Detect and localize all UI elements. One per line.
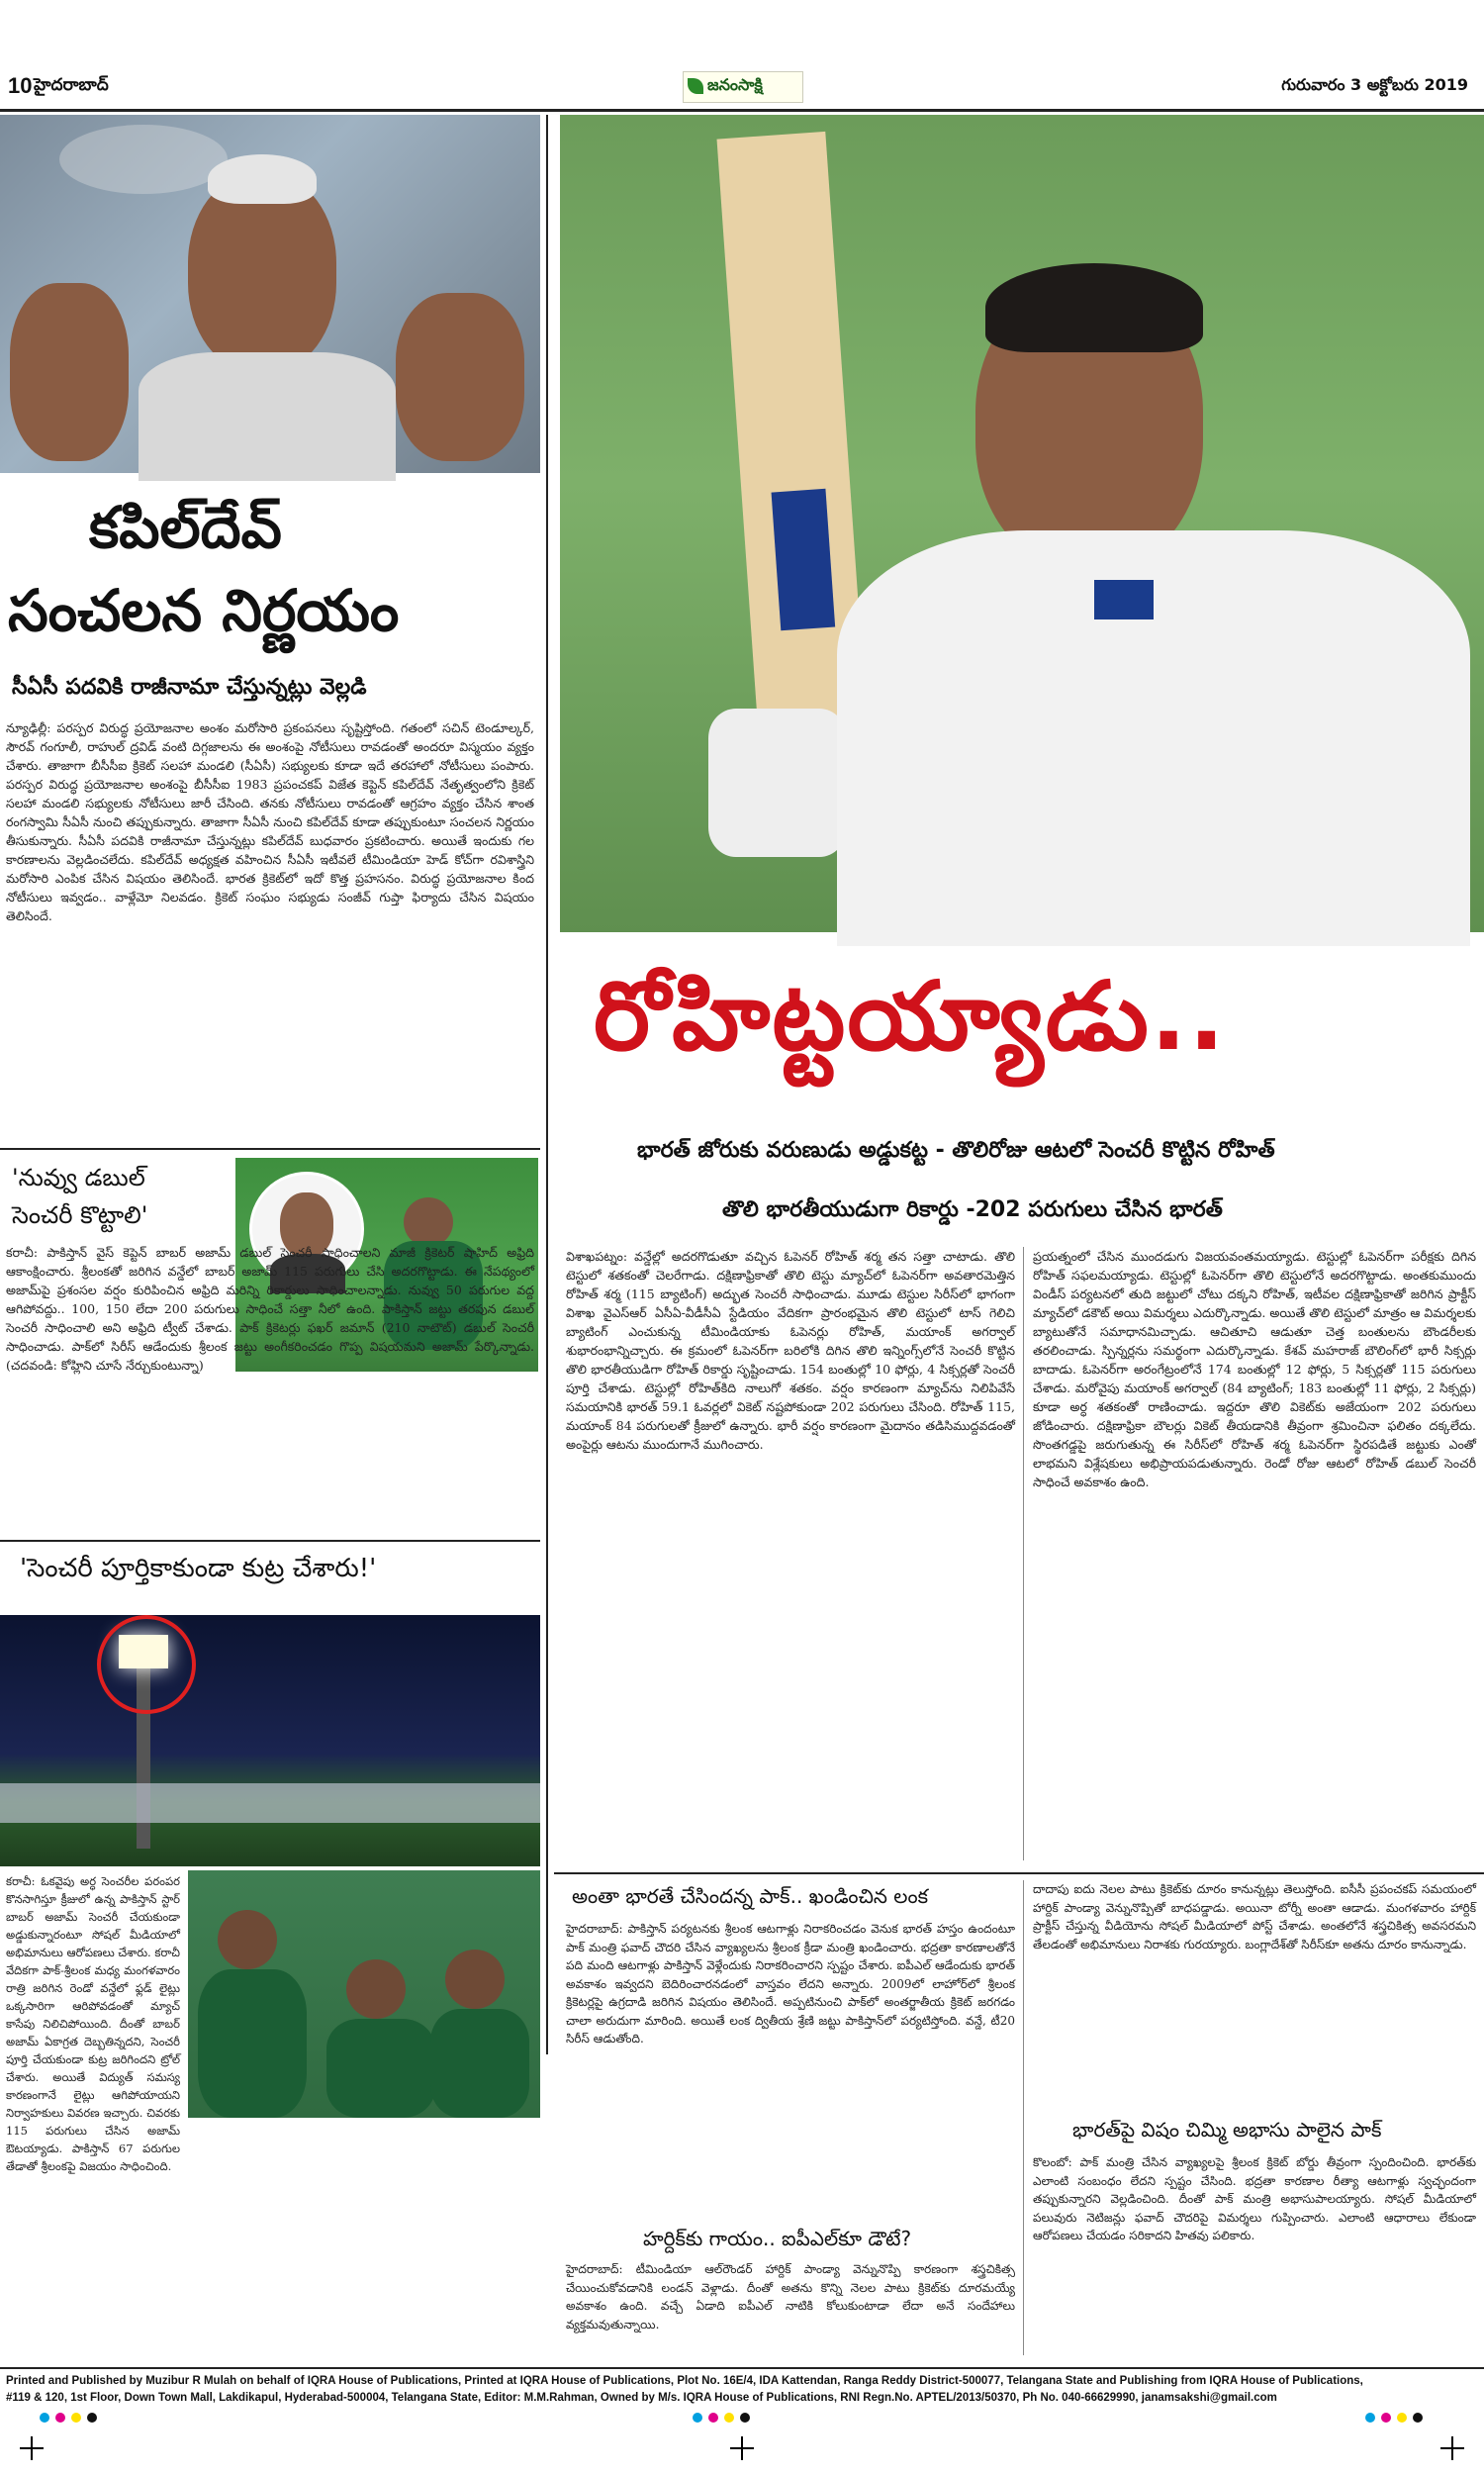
masthead-logo <box>683 71 803 103</box>
afridi-headline-2: సెంచరీ కొట్టాలి' <box>12 1201 148 1229</box>
section-divider <box>0 1540 540 1542</box>
hardik-continued-body: దాదాపు ఐదు నెలల పాటు క్రికెట్‌కు దూరం కానున్నట్లు తెలుస్తోంది. ఐసీసీ ప్రపంచకప్ సమయంలో హార్దిక్ పాండ్యా వెన్నునొప్పితో బాధపడ్డాడు. అయినా టోర్నీ అంతా ఆడాడు. మంగళవారం హార్దిక్ ప్రాక్టీస్ చేస్తున్న వీడియోను సోషల్ మీడియాలో పోస్ట్ చేశాడు. అంతలోనే శస్త్రచికిత్స అవసరమని తేలడంతో అభిమానులు నిరాశకు గురయ్యారు. బంగ్లాదేశ్‌తో సిరీస్‌కూ అతను దూరం కానున్నాడు. <box>1033 1882 1476 1951</box>
lanka-headline: అంతా భారతే చేసిందన్న పాక్.. ఖండించిన లంక <box>572 1884 929 1908</box>
main-subhead-2: తొలి భారతీయుడుగా రికార్డు -202 పరుగులు చేసిన భారత్ <box>722 1197 1223 1222</box>
registration-crosshair-icon <box>1440 2436 1464 2460</box>
imprint-line-2: #119 & 120, 1st Floor, Down Town Mall, Lakdikapul, Hyderabad-500004, Telangana State, Editor: M.M.Rahman, Owned by M/s. IQRA House of Publications, RNI Regn.No. APTEL/2013/50370, Ph No. 040-66629990, janamsakshi@gmail.com <box>6 2392 1277 2404</box>
footer-rule <box>0 2367 1484 2369</box>
issue-date: గురువారం 3 అక్టోబరు 2019 <box>1281 75 1468 94</box>
registration-crosshair-icon <box>730 2436 754 2460</box>
century-article-body: కరాచీ: ఓకవైపు అర్ధ సెంచరీల పరంపర కొనసాగిస్తూ క్రీజులో ఉన్న పాకిస్తాన్ స్టార్ బాబర్ అజామ్ సెంచరీ చేయకుండా అడ్డుకున్నారంటూ సోషల్ మీడియాలో అభిమానులు ఆరోపణలు చేశారు. కరాచీ వేదికగా పాక్-శ్రీలంక మధ్య మంగళవారం రాత్రి జరిగిన రెండో వన్డేలో ఫ్లడ్ లైట్లు ఒక్కసారిగా ఆరిపోవడంతో మ్యాచ్ కాసేపు నిలిచిపోయింది. దీంతో బాబర్ అజామ్ ఏకాగ్రత దెబ్బతిన్నదని, సెంచరీ పూర్తి చేయకుండా కుట్ర జరిగిందని ట్రోల్ చేశారు. అయితే విద్యుత్ సమస్య కారణంగానే లైట్లు ఆగిపోయాయని నిర్వాహకులు వివరణ ఇచ్చారు. చివరకు 115 పరుగులు చేసిన అజామ్ ఔటయ్యాడు. పాకిస్తాన్ 67 పరుగుల తేడాతో శ్రీలంకపై విజయం సాధించింది. <box>6 1874 180 2173</box>
kapil-article-body: న్యూఢిల్లీ: పరస్పర విరుద్ధ ప్రయోజనాల అంశం మరోసారి ప్రకంపనలు సృష్టిస్తోంది. గతంలో సచిన్ టెండూల్కర్, సౌరవ్ గంగూలీ, రాహుల్ ద్రవిడ్ వంటి దిగ్గజాలను ఈ అంశంపై నోటీసులు రావడంతో అందరూ విస్మయం వ్యక్తం చేశారు. తాజాగా బీసీసీఐ క్రికెట్ సలహా మండలి (సీఏసీ) సభ్యులకు కూడా ఇదే తరహాలో నోటీసులు పంపారు. పరస్పర విరుద్ధ ప్రయోజనాల అంశంపై బీసీసీఐ 1983 ప్రపంచకప్ విజేత కెప్టెన్ కపిల్‌దేవ్ నేతృత్వంలోని క్రికెట్ సలహా మండలి సభ్యులకు నోటీసులు జారీ చేసింది. తనకు నోటీసులు రావడంతో ఆగ్రహం వ్యక్తం చేసిన శాంత రంగస్వామి సీఏసీ నుంచి తప్పుకున్నారు. తాజాగా సీఏసీ నుంచి కపిల్‌దేవ్ కూడా తప్పుకుంటూ సంచలన నిర్ణయం తీసుకున్నారు. సీఏసీ పదవికి రాజీనామా చేస్తున్నట్లు కపిల్‌దేవ్ బుధవారం ప్రకటించారు. అయితే ఇందుకు గల కారణాలను వెల్లడించలేదు. కపిల్‌దేవ్ అధ్యక్షత వహించిన సీఏసీ ఇటీవలే టీమిండియా హెడ్ కోచ్‌గా రవిశాస్త్రిని మరోసారి ఎంపిక చేసిన విషయం తెలిసిందే. భారత క్రికెట్‌లో ఇదో కొత్త ప్రహసనం. విరుద్ధ ప్రయోజనాల కింద నోటీసులు ఇవ్వడం.. వాళ్లేమో నిలవడం. క్రికెట్ సంఘం సభ్యుడు సంజీవ్ గుప్తా ఫిర్యాదు చేసిన విషయం తెలిసిందే. <box>6 720 534 923</box>
section-divider <box>554 1872 1484 1874</box>
main-article-col1: విశాఖపట్నం: వన్డేల్లో అదరగొడుతూ వచ్చిన ఓపెనర్ రోహిత్ శర్మ తన సత్తా చాటాడు. తొలి టెస్టులో శతకంతో చెలరేగాడు. దక్షిణాఫ్రికాతో తొలి టెస్టు మ్యాచ్‌లో ఓపెనర్‌గా అవతారమెత్తిన రోహిత్ శర్మ (115 బ్యాటింగ్) అద్భుత సెంచరీ సాధించాడు. మూడు టెస్టుల సిరీస్‌లో భాగంగా విశాఖ వైఎస్‌ఆర్ ఏసీఏ-వీడీసీఏ స్టేడియం వేదికగా ప్రారంభమైన తొలి టెస్టులో టాస్ గెలిచి బ్యాటింగ్ ఎంచుకున్న టీమిండియాకు ఓపెనర్లు రోహిత్, మయాంక్ అగర్వాల్ శుభారంభాన్నిచ్చారు. ఈ క్రమంలో ఓపెనర్‌గా బరిలోకి దిగిన తొలి ఇన్నింగ్స్‌లోనే సెంచరీ కొట్టిన తొలి భారతీయుడిగా రోహిత్ రికార్డు సృష్టించాడు. 154 బంతుల్లో 10 ఫోర్లు, 4 సిక్సర్లతో సెంచరీ పూర్తి చేశాడు. టెస్టుల్లో రోహిత్‌కిది నాలుగో శతకం. వర్షం కారణంగా మ్యాచ్‌ను నిలిపివేసే సమయానికి భారత్ 59.1 ఓవర్లలో వికెట్ నష్టపోకుండా 202 పరుగులు చేసింది. రోహిత్ 115, మయాంక్ 84 పరుగులతో క్రీజులో ఉన్నారు. భారీ వర్షం కారణంగా మైదానం తడిసిముద్దవడంతో అంపైర్లు ఆటను ముందుగానే ముగించారు. <box>566 1249 1015 1452</box>
century-headline: 'సెంచరీ పూర్తికాకుండా కుట్ర చేశారు!' <box>20 1554 377 1583</box>
stadium-floodlight-photo <box>0 1615 540 1866</box>
page-header <box>0 69 1484 113</box>
visham-article-body: కొలంబో: పాక్ మంత్రి చేసిన వ్యాఖ్యలపై శ్రీలంక క్రికెట్ బోర్డు తీవ్రంగా స్పందించింది. భారత్‌కు ఎలాంటి సంబంధం లేదని స్పష్టం చేసింది. భద్రతా కారణాల రీత్యా ఆటగాళ్లు స్వచ్ఛందంగా తప్పుకున్నారని వెల్లడించింది. దీంతో పాక్ మంత్రి అభాసుపాలయ్యారు. సోషల్ మీడియాలో పలువురు నెటిజన్లు ఫవాద్ చౌదరిపై విమర్శలు గుప్పించారు. ఎలాంటి ఆధారాలు లేకుండా ఆరోపణలు చేయడం సరికాదని హితవు పలికారు. <box>1033 2155 1476 2242</box>
kapil-headline-1: కపిల్‌దేవ్ <box>89 494 282 561</box>
column-divider <box>546 115 548 2054</box>
leaf-icon <box>688 78 703 94</box>
edition-label: హైదరాబాద్ <box>34 75 109 95</box>
header-rule <box>0 109 1484 112</box>
column-divider <box>1023 1247 1024 1860</box>
hardik-article-body: హైదరాబాద్: టీమిండియా ఆల్‌రౌండర్ హార్దిక్ పాండ్యా వెన్నునొప్పి కారణంగా శస్త్రచికిత్స చేయించుకోవడానికి లండన్ వెళ్లాడు. దీంతో అతను కొన్ని నెలల పాటు క్రికెట్‌కు దూరమయ్యే అవకాశం ఉంది. వచ్చే ఏడాది ఐపీఎల్ నాటికి కోలుకుంటాడా లేదా అనే సందేహాలు వ్యక్తమవుతున్నాయి. <box>566 2262 1015 2332</box>
main-subhead-1: భారత్ జోరుకు వరుణుడు అడ్డుకట్ట - తొలిరోజు ఆటలో సెంచరీ కొట్టిన రోహిత్ <box>637 1138 1275 1163</box>
lanka-article-body: హైదరాబాద్: పాకిస్తాన్ పర్యటనకు శ్రీలంక ఆటగాళ్లు నిరాకరించడం వెనుక భారత్ హస్తం ఉందంటూ పాక్ మంత్రి ఫవాద్ చౌదరి చేసిన వ్యాఖ్యలను శ్రీలంక క్రీడా మంత్రి ఖండించారు. భద్రతా కారణాలతోనే పది మంది ఆటగాళ్లు పాకిస్తాన్ వెళ్లేందుకు నిరాకరించారని స్పష్టం చేశారు. ఐపీఎల్ ఆడేందుకు భారత్ అవకాశం ఇవ్వదని బెదిరించారనడంలో వాస్తవం లేదని అన్నారు. 2009లో లాహోర్‌లో శ్రీలంక క్రికెటర్లపై ఉగ్రదాడి జరిగిన విషయం తెలిసిందే. అప్పటినుంచి పాక్‌లో అంతర్జాతీయ క్రికెట్ జరగడం చాలా అరుదుగా మారింది. అయితే లంక ద్వితీయ శ్రేణి జట్టు పాకిస్తాన్‌లో పర్యటిస్తోంది. వన్డే, టీ20 సిరీస్ ఆడుతోంది. <box>566 1922 1015 2046</box>
kapil-headline-2: సంచలన నిర్ణయం <box>8 577 400 644</box>
kapil-subhead: సీఏసీ పదవికి రాజీనామా చేస్తున్నట్లు వెల్లడి <box>12 675 367 700</box>
registration-crosshair-icon <box>20 2436 44 2460</box>
visham-headline: భారత్‌పై విషం చిమ్మి అభాసు పాలైన పాక్ <box>1072 2118 1382 2142</box>
main-headline: రోహిట్టయ్యాడు.. <box>594 961 1227 1072</box>
main-article-col2: ప్రయత్నంలో చేసిన ముందడుగు విజయవంతమయ్యాడు. టెస్టుల్లో ఓపెనర్‌గా పరీక్షకు దిగిన రోహిత్ సఫలమయ్యాడు. టెస్టుల్లో ఓపెనర్‌గా తొలి టెస్టులోనే అదరగొట్టాడు. అంతకుముందు విండీస్ పర్యటనలో తుది జట్టులో చోటు దక్కని రోహిత్, ఇటీవల దక్షిణాఫ్రికాతో జరిగిన ప్రాక్టీస్ మ్యాచ్‌లో డకౌట్ అయి విమర్శలు ఎదుర్కొన్నాడు. అయితే తొలి టెస్టులో మాత్రం ఆ విమర్శలకు బ్యాటుతోనే సమాధానమిచ్చాడు. ఆచితూచి ఆడుతూ చెత్త బంతులను బౌండరీలకు తరలించాడు. స్పిన్నర్లను సమర్థంగా ఎదుర్కొన్నాడు. కేశవ్ మహరాజ్ బౌలింగ్‌లో భారీ సిక్సర్లు బాదాడు. ఓపెనర్‌గా అరంగేట్రంలోనే 174 బంతుల్లో 12 ఫోర్లు, 5 సిక్సర్లతో 115 పరుగులు చేశాడు. మరోవైపు మయాంక్ అగర్వాల్ (84 బ్యాటింగ్; 183 బంతుల్లో 11 ఫోర్లు, 2 సిక్సర్లు) కూడా అర్ధ శతకంతో రాణించాడు. ఇద్దరూ తొలి వికెట్‌కు అజేయంగా 202 పరుగులు జోడించారు. దక్షిణాఫ్రికా బౌలర్లు వికెట్ తీయడానికి తీవ్రంగా శ్రమించినా ఫలితం దక్కలేదు. సొంతగడ్డపై జరుగుతున్న ఈ సిరీస్‌లో రోహిత్ శర్మ ఓపెనర్‌గా స్థిరపడితే జట్టుకు ఎంతో లాభమని విశ్లేషకులు అభిప్రాయపడుతున్నారు. రెండో రోజు ఆటలో రోహిత్ డబుల్ సెంచరీ సాధించే అవకాశం ఉంది. <box>1033 1249 1476 1489</box>
page-number: 10 <box>8 73 33 98</box>
afridi-headline-1: 'నువ్వు డబుల్ <box>12 1164 145 1191</box>
afridi-article-body: కరాచీ: పాకిస్తాన్ వైస్ కెప్టెన్ బాబర్ అజామ్ డబుల్ సెంచరీ సాధించాలని మాజీ క్రికెటర్ షాహిద్ అఫ్రిది ఆకాంక్షించారు. శ్రీలంకతో జరిగిన వన్డేలో బాబర్ అజామ్ 115 పరుగులు చేసి అదరగొట్టాడు. ఈ నేపథ్యంలో అజామ్‌పై ప్రశంసల వర్షం కురిపించిన అఫ్రిది మరిన్ని రికార్డులు సాధించాలన్నాడు. నువ్వు 50 పరుగుల వద్ద ఆగిపోవద్దు.. 100, 150 లేదా 200 పరుగులు సాధించే సత్తా నీలో ఉంది. పాకిస్తాన్ జట్టు తరపున డబుల్ సెంచరీ సాధించాలి అని అఫ్రిది ట్వీట్ చేశాడు. పాక్ క్రికెటర్లు ఫఖర్ జమాన్ (210 నాటౌట్) డబుల్ సెంచరీ సాధించాడు. పాక్‌లో సిరీస్ ఆడేందుకు శ్రీలంక జట్టు అంగీకరించడం గొప్ప విషయమని అజామ్ పేర్కొన్నాడు. (చదవండి: కోహ్లిని చూసే నేర్చుకుంటున్నా) <box>6 1245 534 1373</box>
highlight-circle <box>97 1615 196 1714</box>
pakistan-team-photo <box>188 1870 540 2118</box>
kapil-dev-photo <box>0 115 540 473</box>
color-bar <box>0 2411 1484 2425</box>
imprint-line-1: Printed and Published by Muzibur R Mulah on behalf of IQRA House of Publications, Printed at IQRA House of Publications, Plot No. 16E/4, IDA Kattendan, Ranga Reddy District-500077, Telangana State and Publishing from IQRA House of Publications, <box>6 2375 1363 2387</box>
column-divider <box>1023 1880 1024 2355</box>
rohit-sharma-photo <box>560 115 1484 932</box>
paper-name: జనంసాక్షి <box>707 75 763 94</box>
hardik-headline: హర్దిక్‌కు గాయం.. ఐపీఎల్‌కూ డౌటే? <box>643 2227 912 2250</box>
section-divider <box>0 1148 540 1150</box>
